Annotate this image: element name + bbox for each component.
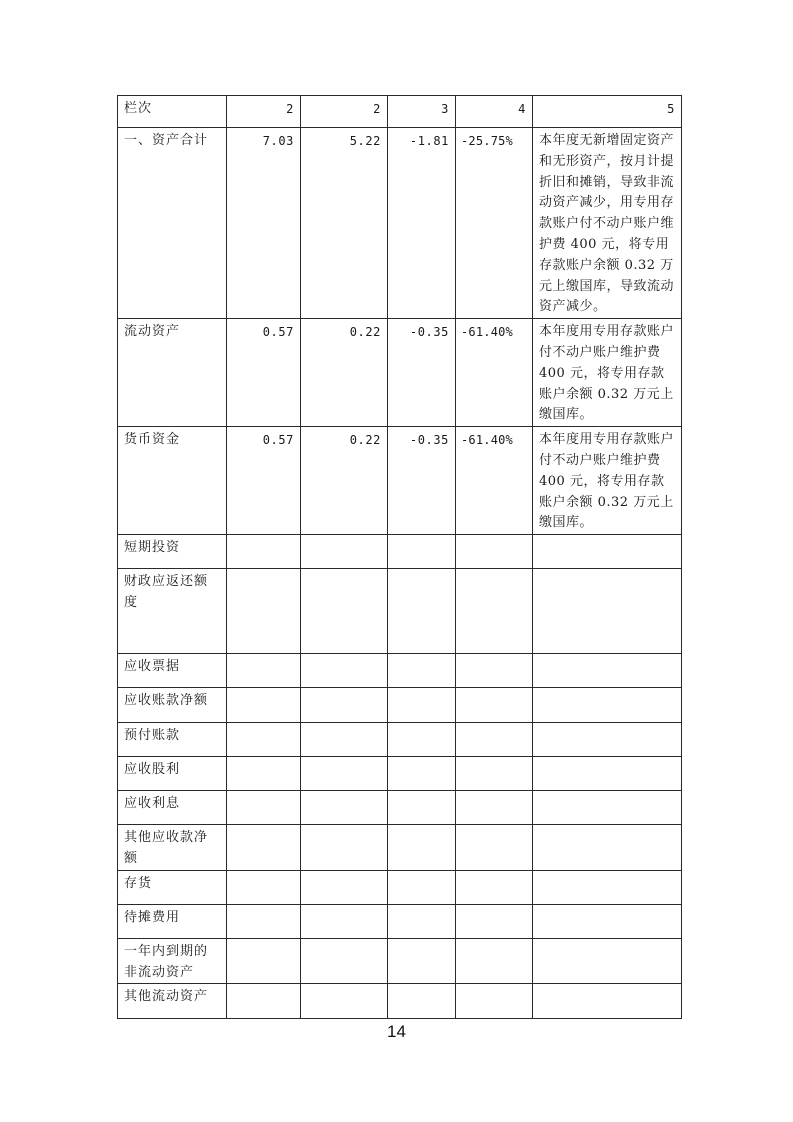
row-label: 货币资金 <box>118 427 227 535</box>
cell-value <box>227 984 301 1019</box>
cell-value <box>301 938 388 984</box>
header-label: 栏次 <box>118 96 227 128</box>
table-row <box>118 535 682 569</box>
row-label: 流动资产 <box>118 319 227 427</box>
row-label: 应收票据 <box>118 654 227 688</box>
cell-percent <box>456 654 533 688</box>
cell-value <box>301 904 388 938</box>
cell-value <box>301 791 388 825</box>
cell-note <box>533 569 682 654</box>
cell-value <box>388 904 456 938</box>
cell-value <box>388 984 456 1019</box>
cell-note <box>533 870 682 904</box>
cell-value: -0.35 <box>388 319 456 427</box>
cell-value <box>388 870 456 904</box>
header-row <box>118 96 682 128</box>
cell-percent: -25.75% <box>456 128 533 319</box>
cell-value <box>388 791 456 825</box>
cell-value <box>301 870 388 904</box>
cell-value <box>388 825 456 871</box>
row-label: 应收账款净额 <box>118 688 227 723</box>
cell-value <box>388 569 456 654</box>
row-label: 应收利息 <box>118 791 227 825</box>
cell-value: 7.03 <box>227 128 301 319</box>
cell-value <box>388 723 456 757</box>
cell-value <box>301 723 388 757</box>
cell-value <box>388 688 456 723</box>
cell-percent <box>456 688 533 723</box>
cell-note <box>533 904 682 938</box>
header-col-1: 2 <box>227 96 301 128</box>
cell-note: 本年度无新增固定资产和无形资产，按月计提折旧和摊销，导致非流动资产减少，用专用存款账户付不动户账户维护费 400 元，将专用存款账户余额 0.32 万元上缴国库，导致流动资产减少。 <box>533 128 682 319</box>
table-row <box>118 319 682 427</box>
cell-value <box>227 825 301 871</box>
cell-value <box>301 984 388 1019</box>
cell-percent: -61.40% <box>456 427 533 535</box>
cell-percent <box>456 757 533 791</box>
cell-note <box>533 938 682 984</box>
cell-percent <box>456 870 533 904</box>
cell-note <box>533 688 682 723</box>
cell-value <box>227 535 301 569</box>
row-label: 预付账款 <box>118 723 227 757</box>
cell-value <box>388 654 456 688</box>
page-number: 14 <box>387 1022 406 1041</box>
cell-value <box>227 791 301 825</box>
table-row <box>118 723 682 757</box>
cell-value <box>301 688 388 723</box>
cell-value <box>301 825 388 871</box>
cell-percent: -61.40% <box>456 319 533 427</box>
cell-value <box>301 535 388 569</box>
row-label: 一年内到期的非流动资产 <box>118 938 227 984</box>
cell-percent <box>456 723 533 757</box>
cell-value: 5.22 <box>301 128 388 319</box>
table-row <box>118 569 682 654</box>
table-row <box>118 984 682 1019</box>
cell-value <box>301 569 388 654</box>
cell-percent <box>456 984 533 1019</box>
table-row <box>118 825 682 871</box>
cell-value <box>388 757 456 791</box>
cell-percent <box>456 904 533 938</box>
cell-note <box>533 723 682 757</box>
row-label: 其他流动资产 <box>118 984 227 1019</box>
table-row <box>118 128 682 319</box>
table-row <box>118 757 682 791</box>
table-row <box>118 870 682 904</box>
table-row <box>118 654 682 688</box>
table-row <box>118 427 682 535</box>
cell-value <box>388 938 456 984</box>
cell-value <box>227 723 301 757</box>
cell-value <box>301 757 388 791</box>
cell-note <box>533 654 682 688</box>
cell-percent <box>456 938 533 984</box>
cell-value <box>227 654 301 688</box>
cell-value <box>227 904 301 938</box>
row-label: 一、资产合计 <box>118 128 227 319</box>
cell-percent <box>456 569 533 654</box>
header-col-4: 4 <box>456 96 533 128</box>
cell-note <box>533 825 682 871</box>
cell-value: -1.81 <box>388 128 456 319</box>
row-label: 待摊费用 <box>118 904 227 938</box>
header-col-3: 3 <box>388 96 456 128</box>
table-row <box>118 904 682 938</box>
row-label: 短期投资 <box>118 535 227 569</box>
cell-value: 0.22 <box>301 319 388 427</box>
row-label: 财政应返还额度 <box>118 569 227 654</box>
cell-value <box>388 535 456 569</box>
cell-value <box>227 569 301 654</box>
cell-value <box>227 870 301 904</box>
header-col-5: 5 <box>533 96 682 128</box>
cell-value: 0.57 <box>227 319 301 427</box>
table-row <box>118 938 682 984</box>
table-row <box>118 688 682 723</box>
header-col-2: 2 <box>301 96 388 128</box>
cell-percent <box>456 825 533 871</box>
table-row <box>118 791 682 825</box>
cell-value <box>227 757 301 791</box>
cell-value: 0.57 <box>227 427 301 535</box>
cell-note <box>533 984 682 1019</box>
cell-note <box>533 791 682 825</box>
row-label: 应收股利 <box>118 757 227 791</box>
financial-table <box>117 95 682 1019</box>
row-label: 其他应收款净额 <box>118 825 227 871</box>
cell-value <box>227 688 301 723</box>
cell-value: -0.35 <box>388 427 456 535</box>
cell-note <box>533 757 682 791</box>
cell-value <box>301 654 388 688</box>
cell-value: 0.22 <box>301 427 388 535</box>
row-label: 存货 <box>118 870 227 904</box>
cell-note: 本年度用专用存款账户付不动户账户维护费 400 元，将专用存款账户余额 0.32 万元上缴国库。 <box>533 319 682 427</box>
cell-note: 本年度用专用存款账户付不动户账户维护费 400 元，将专用存款账户余额 0.32 万元上缴国库。 <box>533 427 682 535</box>
cell-value <box>227 938 301 984</box>
cell-percent <box>456 791 533 825</box>
cell-percent <box>456 535 533 569</box>
cell-note <box>533 535 682 569</box>
